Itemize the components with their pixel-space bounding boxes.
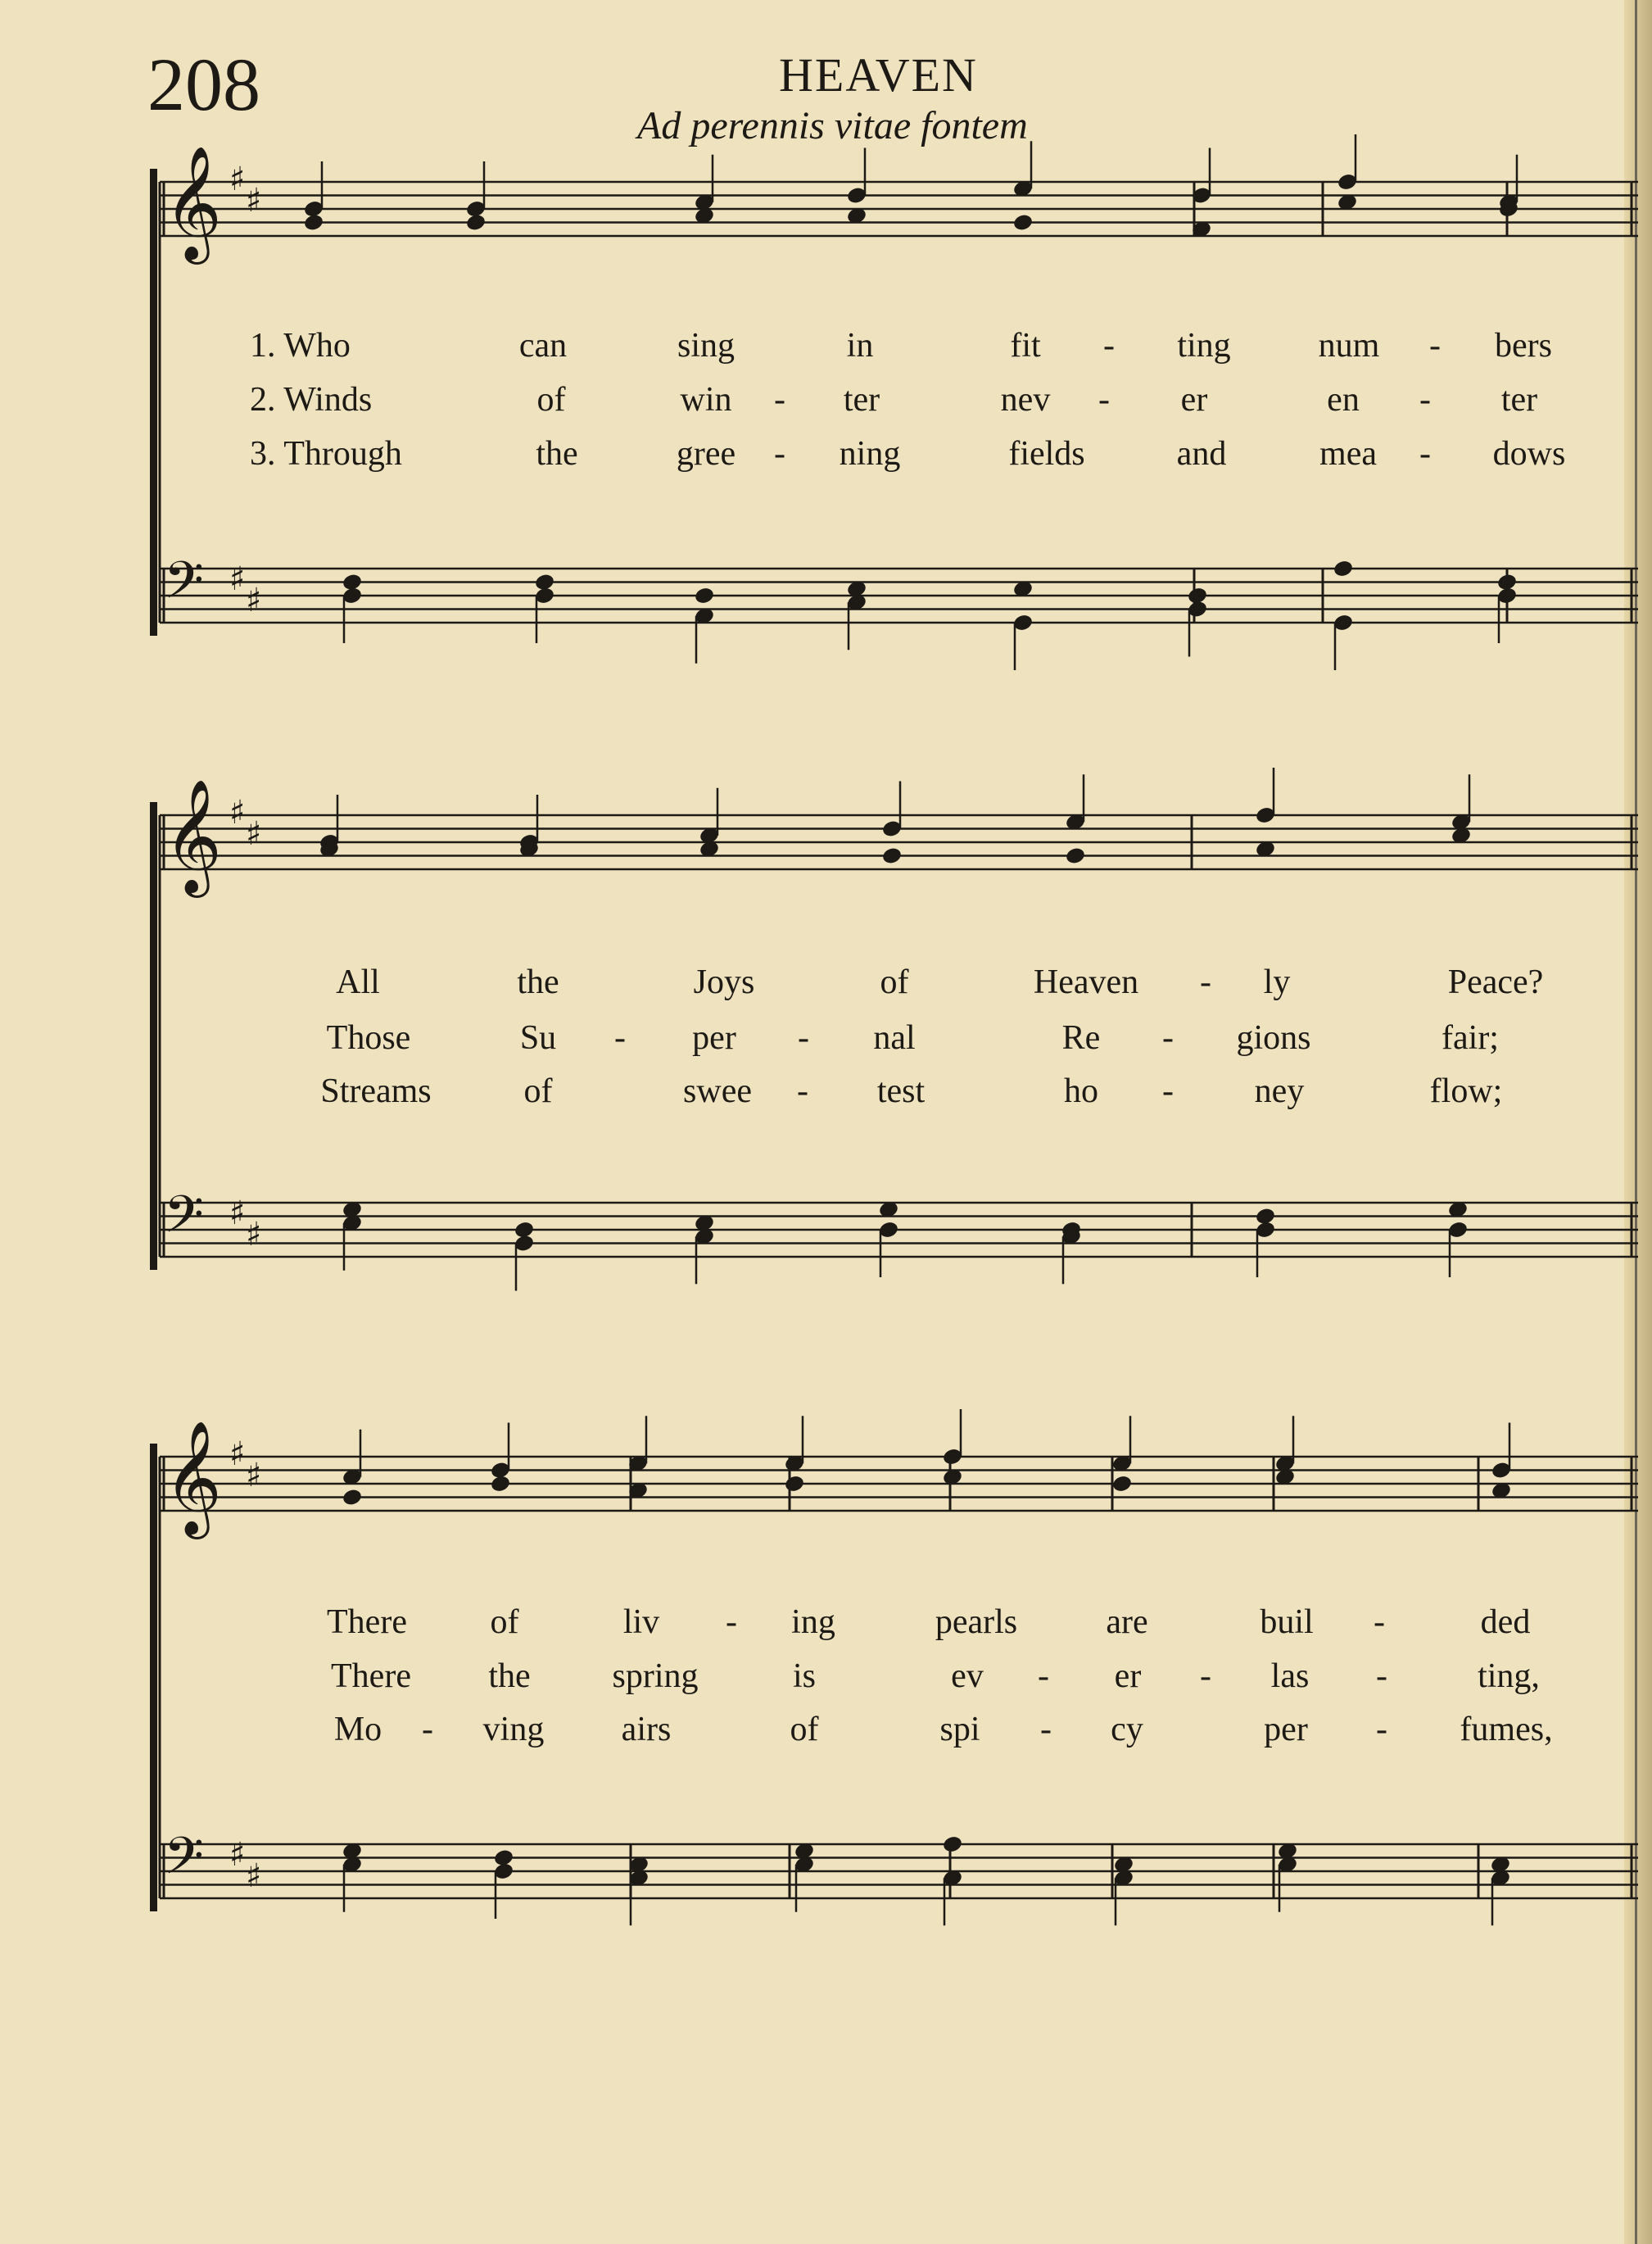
lyric-hyphen: - bbox=[614, 1019, 626, 1057]
hymn-subtitle: Ad perennis vitae fontem bbox=[637, 104, 1028, 147]
lyric-syllable: All bbox=[336, 963, 380, 1001]
lyric-syllable: can bbox=[518, 327, 568, 365]
lyric-hyphen: - bbox=[797, 1072, 808, 1110]
lyric-hyphen: - bbox=[1419, 435, 1431, 473]
sharp-icon: ♯ bbox=[229, 1836, 246, 1874]
note-head bbox=[1065, 846, 1086, 865]
lyric-syllable: airs bbox=[621, 1711, 672, 1748]
lyric-syllable: in bbox=[846, 327, 874, 365]
lyric-syllable: 2. Winds bbox=[250, 381, 373, 419]
lyric-hyphen: - bbox=[1162, 1072, 1174, 1110]
lyric-syllable: ing bbox=[791, 1603, 835, 1641]
bass-clef-icon: 𝄢 bbox=[164, 1825, 204, 1898]
lyric-syllable: fumes, bbox=[1460, 1711, 1553, 1748]
lyric-syllable: fit bbox=[1010, 327, 1041, 365]
note-head bbox=[694, 586, 715, 605]
lyric-syllable: spring bbox=[612, 1657, 699, 1695]
note-head bbox=[514, 1220, 535, 1239]
lyric-syllable: Re bbox=[1061, 1019, 1101, 1057]
note-head bbox=[1111, 1474, 1133, 1493]
lyric-syllable: are bbox=[1106, 1603, 1148, 1641]
bass-clef-icon: 𝄢 bbox=[164, 1184, 204, 1257]
lyric-syllable: fair; bbox=[1442, 1019, 1499, 1057]
lyric-syllable: gree bbox=[676, 435, 736, 473]
lyric-syllable: nev bbox=[1000, 381, 1051, 419]
system-bracket bbox=[150, 169, 157, 636]
lyric-syllable: is bbox=[792, 1657, 817, 1695]
note-head bbox=[1333, 559, 1354, 578]
lyric-hyphen: - bbox=[1374, 1603, 1385, 1641]
lyric-syllable: ly bbox=[1263, 963, 1291, 1001]
lyric-hyphen: - bbox=[1429, 327, 1441, 365]
lyric-syllable: the bbox=[536, 435, 578, 473]
lyric-hyphen: - bbox=[1098, 381, 1110, 419]
lyric-syllable: ev bbox=[951, 1657, 984, 1695]
lyric-syllable: There bbox=[327, 1603, 407, 1641]
lyric-syllable: cy bbox=[1111, 1711, 1143, 1748]
lyric-syllable: swee bbox=[683, 1072, 752, 1110]
lyric-hyphen: - bbox=[1419, 381, 1431, 419]
lyric-syllable: test bbox=[876, 1072, 926, 1110]
lyric-syllable: 1. Who bbox=[250, 327, 351, 365]
lyric-hyphen: - bbox=[1162, 1019, 1174, 1057]
note-head bbox=[534, 573, 555, 592]
lyric-syllable: Streams bbox=[320, 1072, 432, 1110]
lyric-syllable: Joys bbox=[693, 963, 755, 1001]
lyric-syllable: las bbox=[1270, 1657, 1310, 1695]
page-number: 208 bbox=[147, 43, 260, 126]
lyric-syllable: bers bbox=[1495, 327, 1552, 365]
sharp-icon: ♯ bbox=[229, 1435, 246, 1473]
lyric-hyphen: - bbox=[798, 1019, 809, 1057]
lyric-syllable: flow; bbox=[1429, 1072, 1503, 1110]
lyric-syllable: er bbox=[1180, 381, 1208, 419]
sharp-icon: ♯ bbox=[246, 815, 262, 853]
system-bracket bbox=[150, 1444, 157, 1911]
lyric-syllable: Mo bbox=[333, 1711, 382, 1748]
lyric-syllable: ney bbox=[1254, 1072, 1305, 1110]
lyric-syllable: 3. Through bbox=[250, 435, 402, 473]
treble-clef-icon: 𝄞 bbox=[164, 779, 222, 893]
lyric-syllable: There bbox=[331, 1657, 411, 1695]
lyric-hyphen: - bbox=[774, 381, 785, 419]
lyric-syllable: dows bbox=[1492, 435, 1566, 473]
lyric-hyphen: - bbox=[1376, 1711, 1387, 1748]
lyric-syllable: liv bbox=[622, 1603, 660, 1641]
note-head bbox=[942, 1834, 963, 1853]
sharp-icon: ♯ bbox=[246, 1216, 262, 1253]
lyric-syllable: nal bbox=[873, 1019, 916, 1057]
sharp-icon: ♯ bbox=[229, 560, 246, 598]
sharp-icon: ♯ bbox=[229, 794, 246, 832]
lyric-syllable: win bbox=[680, 381, 732, 419]
sharp-icon: ♯ bbox=[229, 161, 246, 198]
note-head bbox=[493, 1848, 514, 1867]
lyric-hyphen: - bbox=[422, 1711, 433, 1748]
lyric-hyphen: - bbox=[774, 435, 785, 473]
treble-clef-icon: 𝄞 bbox=[164, 1421, 222, 1535]
lyric-syllable: fields bbox=[1008, 435, 1085, 473]
lyric-syllable: ning bbox=[839, 435, 901, 473]
lyric-syllable: of bbox=[490, 1603, 519, 1641]
lyric-syllable: ting, bbox=[1478, 1657, 1540, 1695]
lyric-syllable: Peace? bbox=[1447, 963, 1544, 1001]
sharp-icon: ♯ bbox=[229, 1195, 246, 1232]
lyric-syllable: Heaven bbox=[1033, 963, 1139, 1001]
lyric-syllable: mea bbox=[1319, 435, 1377, 473]
lyric-syllable: and bbox=[1176, 435, 1227, 473]
note-head bbox=[1012, 213, 1034, 232]
lyric-syllable: of bbox=[536, 381, 566, 419]
note-head bbox=[784, 1474, 805, 1493]
sharp-icon: ♯ bbox=[246, 1857, 262, 1895]
note-head bbox=[342, 1488, 363, 1507]
note-head bbox=[881, 846, 903, 865]
lyric-hyphen: - bbox=[726, 1603, 737, 1641]
lyric-syllable: the bbox=[488, 1657, 531, 1695]
lyric-syllable: pearls bbox=[935, 1603, 1018, 1641]
note-head bbox=[1496, 573, 1518, 592]
lyric-syllable: ter bbox=[1500, 381, 1538, 419]
lyric-syllable: en bbox=[1327, 381, 1360, 419]
lyric-syllable: num bbox=[1318, 327, 1380, 365]
note-head bbox=[1255, 1207, 1276, 1226]
lyric-syllable: of bbox=[790, 1711, 819, 1748]
bass-clef-icon: 𝄢 bbox=[164, 550, 204, 623]
lyric-syllable: the bbox=[517, 963, 559, 1001]
lyric-hyphen: - bbox=[1103, 327, 1115, 365]
lyric-syllable: er bbox=[1114, 1657, 1142, 1695]
lyric-hyphen: - bbox=[1200, 963, 1211, 1001]
sharp-icon: ♯ bbox=[246, 582, 262, 619]
lyric-syllable: ving bbox=[482, 1711, 545, 1748]
lyric-syllable: Su bbox=[519, 1019, 557, 1057]
sharp-icon: ♯ bbox=[246, 182, 262, 220]
lyric-syllable: ter bbox=[843, 381, 880, 419]
lyric-syllable: per bbox=[692, 1019, 736, 1057]
system-bracket bbox=[150, 802, 157, 1270]
lyric-syllable: gions bbox=[1236, 1019, 1311, 1057]
hymn-title: HEAVEN bbox=[779, 48, 978, 102]
lyric-syllable: sing bbox=[677, 327, 735, 365]
lyric-hyphen: - bbox=[1040, 1711, 1052, 1748]
lyric-syllable: ho bbox=[1064, 1072, 1098, 1110]
lyric-hyphen: - bbox=[1038, 1657, 1049, 1695]
lyric-syllable: buil bbox=[1260, 1603, 1314, 1641]
lyric-syllable: ded bbox=[1480, 1603, 1531, 1641]
lyric-syllable: Those bbox=[326, 1019, 411, 1057]
treble-clef-icon: 𝄞 bbox=[164, 146, 222, 260]
lyric-syllable: spi bbox=[939, 1711, 980, 1748]
sharp-icon: ♯ bbox=[246, 1457, 262, 1494]
lyric-hyphen: - bbox=[1376, 1657, 1387, 1695]
lyric-syllable: of bbox=[523, 1072, 553, 1110]
lyric-syllable: per bbox=[1264, 1711, 1308, 1748]
lyric-hyphen: - bbox=[1200, 1657, 1211, 1695]
note-head bbox=[342, 573, 363, 592]
lyric-syllable: of bbox=[880, 963, 909, 1001]
note-head bbox=[1187, 586, 1208, 605]
lyric-syllable: ting bbox=[1177, 327, 1231, 365]
